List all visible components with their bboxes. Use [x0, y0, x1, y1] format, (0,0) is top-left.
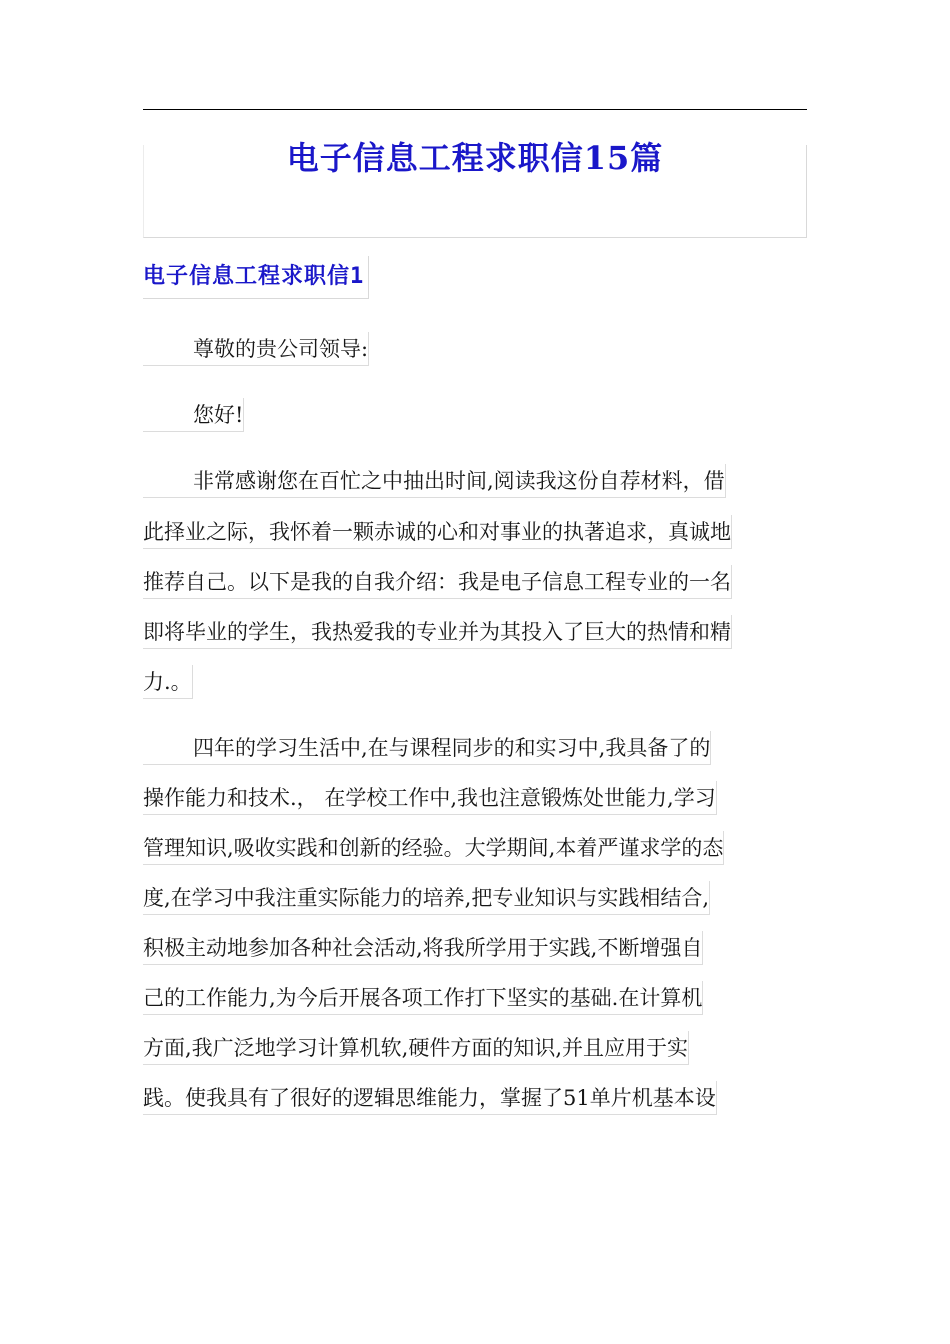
paragraph-2-line-8: 践。使我具有了很好的逻辑思维能力，掌握了51单片机基本设: [143, 1081, 717, 1115]
paragraph-1-line-1: 非常感谢您在百忙之中抽出时间,阅读我这份自荐材料，借: [143, 464, 726, 498]
document-title: 电子信息工程求职信15篇: [286, 139, 664, 177]
paragraph-2-line-6: 己的工作能力,为今后开展各项工作打下坚实的基础.在计算机: [143, 981, 703, 1015]
paragraph-2-line-1: 四年的学习生活中,在与课程同步的和实习中,我具备了的: [143, 731, 711, 765]
paragraph-2-line-7: 方面,我广泛地学习计算机软,硬件方面的知识,并且应用于实: [143, 1031, 689, 1065]
paragraph-2-line-3: 管理知识,吸收实践和创新的经验。大学期间,本着严谨求学的态: [143, 831, 724, 865]
paragraph-1-line-4: 即将毕业的学生，我热爱我的专业并为其投入了巨大的热情和精: [143, 615, 732, 649]
greeting-line: 您好!: [143, 398, 244, 432]
paragraph-1-line-3: 推荐自己。以下是我的自我介绍：我是电子信息工程专业的一名: [143, 565, 732, 599]
salutation-line: 尊敬的贵公司领导:: [143, 332, 369, 366]
top-rule: [143, 109, 807, 110]
paragraph-1-line-5: 力.。: [143, 665, 193, 699]
section-heading: 电子信息工程求职信1: [143, 256, 369, 299]
paragraph-1-line-2: 此择业之际，我怀着一颗赤诚的心和对事业的执著追求，真诚地: [143, 515, 732, 549]
paragraph-2-line-2: 操作能力和技术.， 在学校工作中,我也注意锻炼处世能力,学习: [143, 781, 717, 815]
paragraph-2-line-4: 度,在学习中我注重实际能力的培养,把专业知识与实践相结合,: [143, 881, 710, 915]
paragraph-2-line-5: 积极主动地参加各种社会活动,将我所学用于实践,不断增强自: [143, 931, 703, 965]
